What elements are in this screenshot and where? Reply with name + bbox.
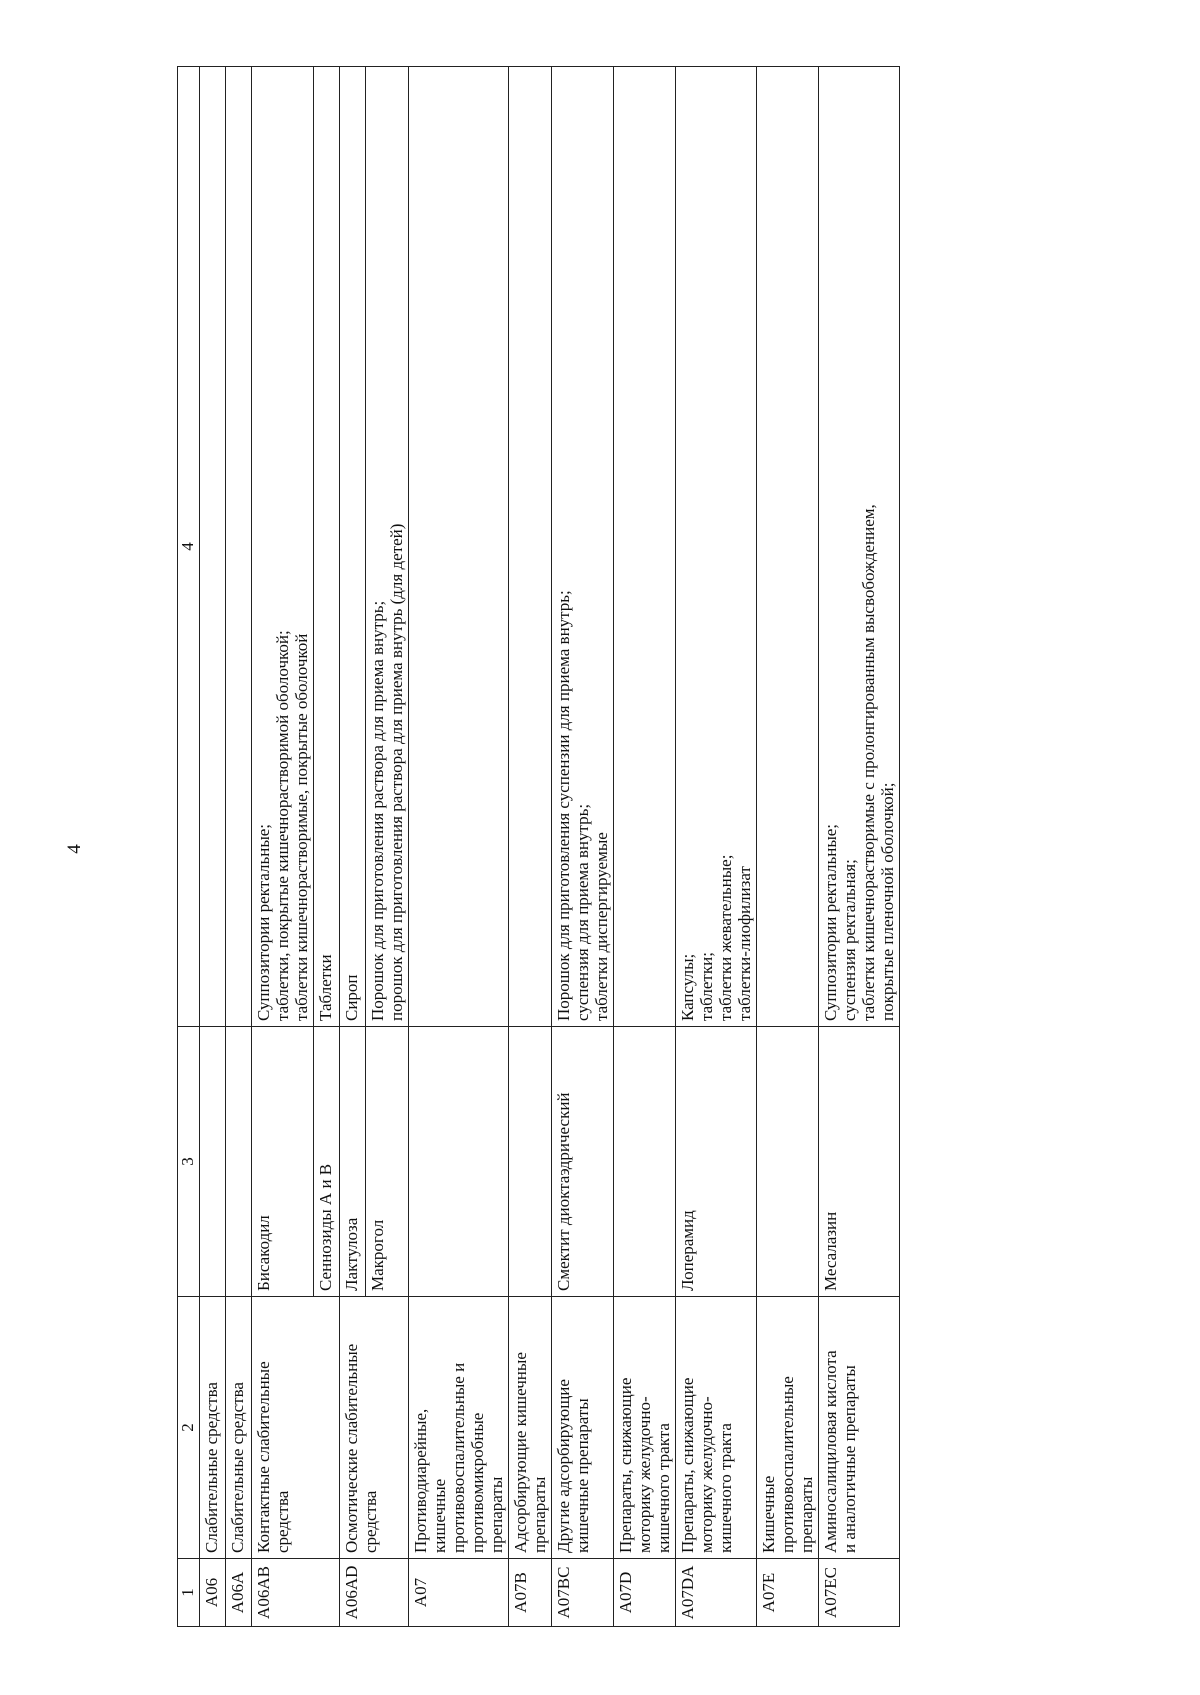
table-row	[552, 67, 614, 1627]
inn-name: Смектит диоктаэдрический	[552, 1027, 614, 1297]
dosage-forms: Суппозитории ректальные; суспензия ректальная; таблетки кишечнорастворимые с пролонгированным высвобождением, покрытые пленочной оболочкой;	[819, 67, 900, 1027]
atc-code: A07E	[757, 1559, 819, 1627]
group-name: Другие адсорбирующие кишечные препараты	[552, 1297, 614, 1559]
inn-name: Лоперамид	[676, 1027, 757, 1297]
rotated-table-container	[177, 67, 900, 1627]
group-name: Препараты, снижающие моторику желудочно- кишечного тракта	[676, 1297, 757, 1559]
dosage-forms	[409, 67, 509, 1027]
inn-name: Сеннозиды А и В	[314, 1027, 340, 1297]
dosage-forms: Суппозитории ректальные; таблетки, покрытые кишечнорастворимой оболочкой; таблетки кишечнорастворимые, покрытые оболочкой	[252, 67, 314, 1027]
table-row	[614, 67, 676, 1627]
dosage-forms	[614, 67, 676, 1027]
group-name: Слабительные средства	[200, 1297, 226, 1559]
atc-code: A06	[200, 1559, 226, 1627]
group-name: Препараты, снижающие моторику желудочно- кишечного тракта	[614, 1297, 676, 1559]
table-row	[409, 67, 509, 1627]
column-header-2: 2	[178, 1297, 200, 1559]
group-name: Аминосалициловая кислота и аналогичные препараты	[819, 1297, 900, 1559]
atc-code: A07	[409, 1559, 509, 1627]
group-name: Адсорбирующие кишечные препараты	[509, 1297, 552, 1559]
atc-code: A06AB	[252, 1559, 340, 1627]
inn-name: Месалазин	[819, 1027, 900, 1297]
inn-name	[614, 1027, 676, 1297]
table-row	[509, 67, 552, 1627]
atc-code: A06A	[226, 1559, 252, 1627]
column-header-3: 3	[178, 1027, 200, 1297]
inn-name	[757, 1027, 819, 1297]
dosage-forms	[226, 67, 252, 1027]
table-row	[676, 67, 757, 1627]
group-name: Противодиарейные, кишечные противовоспалительные и противомикробные препараты	[409, 1297, 509, 1559]
group-name: Контактные слабительные средства	[252, 1297, 340, 1559]
group-name: Слабительные средства	[226, 1297, 252, 1559]
table-row	[819, 67, 900, 1627]
inn-name	[509, 1027, 552, 1297]
group-name: Осмотические слабительные средства	[340, 1297, 409, 1559]
dosage-forms: Таблетки	[314, 67, 340, 1027]
inn-name	[409, 1027, 509, 1297]
column-header-1: 1	[178, 1559, 200, 1627]
table-row	[226, 67, 252, 1627]
dosage-forms: Сироп	[340, 67, 366, 1027]
atc-code: A06AD	[340, 1559, 409, 1627]
table-row	[757, 67, 819, 1627]
header-row	[178, 67, 200, 1627]
atc-code: A07DA	[676, 1559, 757, 1627]
inn-name	[200, 1027, 226, 1297]
atc-code: A07D	[614, 1559, 676, 1627]
atc-code: A07B	[509, 1559, 552, 1627]
inn-name	[226, 1027, 252, 1297]
table-row	[252, 67, 314, 1627]
inn-name: Макрогол	[366, 1027, 409, 1297]
dosage-forms: Порошок для приготовления раствора для приема внутрь; порошок для приготовления раствора для приема внутрь (для детей)	[366, 67, 409, 1027]
atc-code: A07BC	[552, 1559, 614, 1627]
dosage-forms: Капсулы; таблетки; таблетки жевательные; таблетки-лиофилизат	[676, 67, 757, 1027]
atc-code: A07EC	[819, 1559, 900, 1627]
inn-name: Бисакодил	[252, 1027, 314, 1297]
inn-name: Лактулоза	[340, 1027, 366, 1297]
page-number: 4	[63, 844, 85, 854]
dosage-forms	[757, 67, 819, 1027]
dosage-forms	[200, 67, 226, 1027]
dosage-forms: Порошок для приготовления суспензии для приема внутрь; суспензия для приема внутрь; таблетки диспергируемые	[552, 67, 614, 1027]
group-name: Кишечные противовоспалительные препараты	[757, 1297, 819, 1559]
dosage-forms	[509, 67, 552, 1027]
table-row	[200, 67, 226, 1627]
column-header-4: 4	[178, 67, 200, 1027]
table-row	[340, 67, 366, 1627]
drug-table	[177, 66, 900, 1627]
